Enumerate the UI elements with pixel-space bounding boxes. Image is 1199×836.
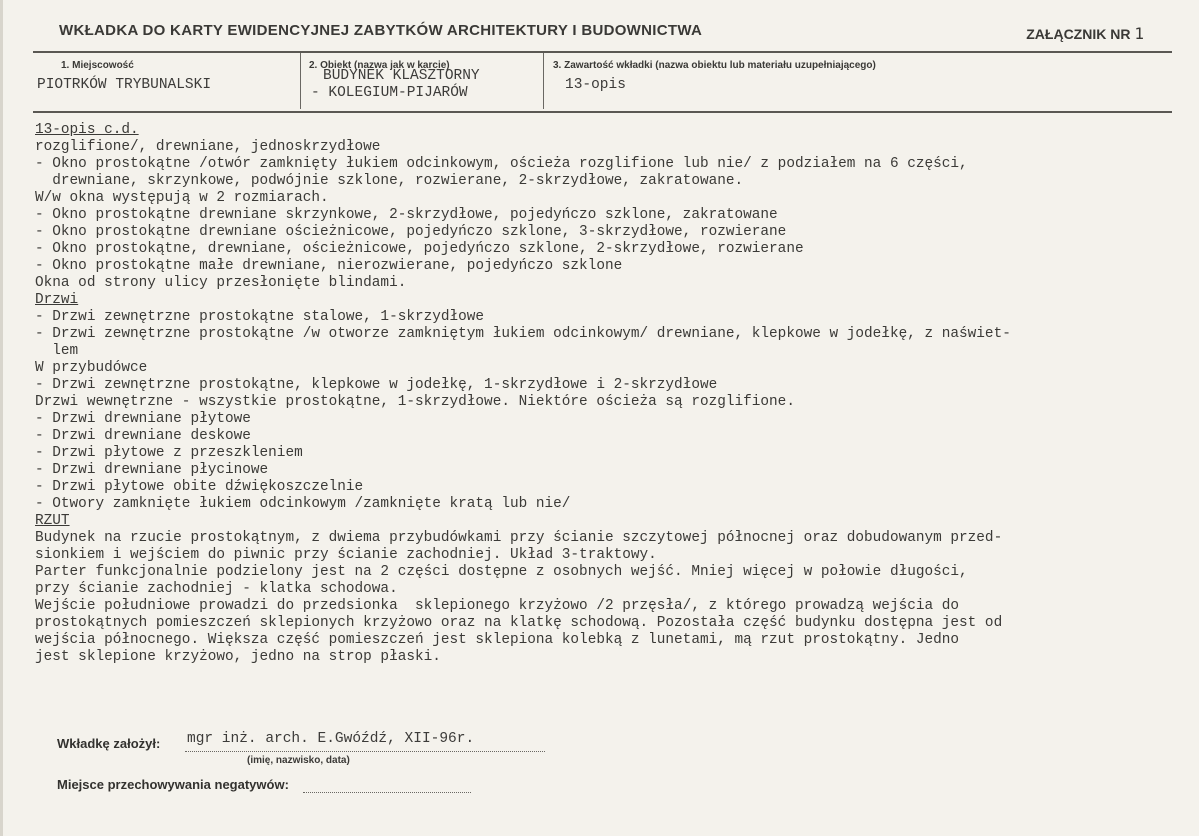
object-value-line-2: - KOLEGIUM-PIJARÓW — [311, 85, 468, 101]
author-dotted-line — [185, 751, 545, 752]
text-line: - Drzwi płytowe z przeszkleniem — [35, 445, 303, 461]
text-line: Parter funkcjonalnie podzielony jest na 2 części dostępne z osobnych wejść. Mniej więcej w połowie długości, — [35, 564, 968, 580]
author-value: mgr inż. arch. E.Gwóźdź, XII-96r. — [187, 731, 475, 747]
content-label: 3. Zawartość wkładki (nazwa obiektu lub materiału uzupełniającego) — [553, 60, 876, 71]
text-line: - Drzwi drewniane deskowe — [35, 428, 251, 444]
annex-number: 1 — [1134, 24, 1144, 43]
text-line: jest sklepione krzyżowo, jedno na strop płaski. — [35, 649, 441, 665]
text-line: - Okno prostokątne małe drewniane, nierozwierane, pojedyńczo szklone — [35, 258, 623, 274]
text-line: rozglifione/, drewniane, jednoskrzydłowe — [35, 139, 381, 155]
text-line: - Okno prostokątne /otwór zamknięty łukiem odcinkowym, ościeża rozglifione lub nie/ z podziałem na 6 części, — [35, 156, 968, 172]
text-line: - Drzwi drewniane płycinowe — [35, 462, 269, 478]
text-line: Drzwi wewnętrzne - wszystkie prostokątne, 1-skrzydłowe. Niektóre ościeża są rozglifione. — [35, 394, 795, 410]
storage-dotted-line — [303, 792, 471, 793]
description-text — [35, 122, 1175, 666]
card-title: WKŁADKA DO KARTY EWIDENCYJNEJ ZABYTKÓW ARCHITEKTURY I BUDOWNICTWA — [59, 22, 703, 39]
text-line: Okna od strony ulicy przesłonięte blindami. — [35, 275, 407, 291]
text-line: prostokątnych pomieszczeń sklepionych krzyżowo oraz na klatkę schodową. Pozostała część budynku dostępna jest od — [35, 615, 1003, 631]
field-divider-1 — [300, 53, 301, 109]
object-value-line-1: BUDYNEK KLASZTORNY — [323, 68, 480, 84]
text-line: - Okno prostokątne drewniane ościeżnicowe, pojedyńczo szklone, 3-skrzydłowe, rozwierane — [35, 224, 787, 240]
text-line: - Otwory zamknięte łukiem odcinkowym /zamknięte kratą lub nie/ — [35, 496, 571, 512]
text-line: - Drzwi zewnętrzne prostokątne stalowe, 1-skrzydłowe — [35, 309, 485, 325]
storage-label: Miejsce przechowywania negatywów: — [57, 777, 289, 792]
text-line: drewniane, skrzynkowe, podwójnie szklone, rozwierane, 2-skrzydłowe, zakratowane. — [35, 173, 744, 189]
locality-label: 1. Miejscowość — [61, 60, 134, 71]
text-line: - Drzwi drewniane płytowe — [35, 411, 251, 427]
section-heading-doors: Drzwi — [35, 292, 79, 308]
text-line: przy ścianie zachodniej - klatka schodowa. — [35, 581, 398, 597]
field-divider-2 — [543, 53, 544, 109]
text-line: - Drzwi zewnętrzne prostokątne, klepkowe w jodełkę, 1-skrzydłowe i 2-skrzydłowe — [35, 377, 718, 393]
text-line: Budynek na rzucie prostokątnym, z dwiema przybudówkami przy ścianie szczytowej północnej oraz dobudowanym przed- — [35, 530, 1003, 546]
text-line: Wejście południowe prowadzi do przedsionka sklepionego krzyżowo /2 przęsła/, z którego prowadzą wejścia do — [35, 598, 960, 614]
header-bottom-rule — [33, 111, 1172, 113]
annex-label — [1026, 24, 1144, 43]
locality-value: PIOTRKÓW TRYBUNALSKI — [37, 77, 212, 93]
section-heading-continued: 13-opis c.d. — [35, 122, 139, 138]
text-line: sionkiem i wejściem do piwnic przy ścianie zachodniej. Układ 3-traktowy. — [35, 547, 657, 563]
top-rule — [33, 51, 1172, 53]
object-label: 2. Obiekt (nazwa jak w karcie) — [309, 60, 450, 71]
text-line: lem — [35, 343, 79, 359]
author-label: Wkładkę założył: — [57, 736, 161, 751]
text-line: - Drzwi płytowe obite dźwiękoszczelnie — [35, 479, 364, 495]
text-line: wejścia północnego. Większa część pomieszczeń jest sklepiona kolebką z lunetami, mą rzut prostokątny. Jedno — [35, 632, 960, 648]
section-heading-plan: RZUT — [35, 513, 70, 529]
text-line: - Okno prostokątne, drewniane, ościeżnicowe, pojedyńczo szklone, 2-skrzydłowe, rozwierane — [35, 241, 804, 257]
text-line: W/w okna występują w 2 rozmiarach. — [35, 190, 329, 206]
text-line: - Drzwi zewnętrzne prostokątne /w otworze zamkniętym łukiem odcinkowym/ drewniane, klepkowe w jodełkę, z naświet- — [35, 326, 1011, 342]
text-line: - Okno prostokątne drewniane skrzynkowe, 2-skrzydłowe, pojedyńczo szklone, zakratowane — [35, 207, 778, 223]
annex-label-text: ZAŁĄCZNIK NR — [1026, 26, 1131, 42]
author-hint: (imię, nazwisko, data) — [247, 755, 350, 766]
text-line: W przybudówce — [35, 360, 148, 376]
content-value: 13-opis — [565, 77, 626, 93]
